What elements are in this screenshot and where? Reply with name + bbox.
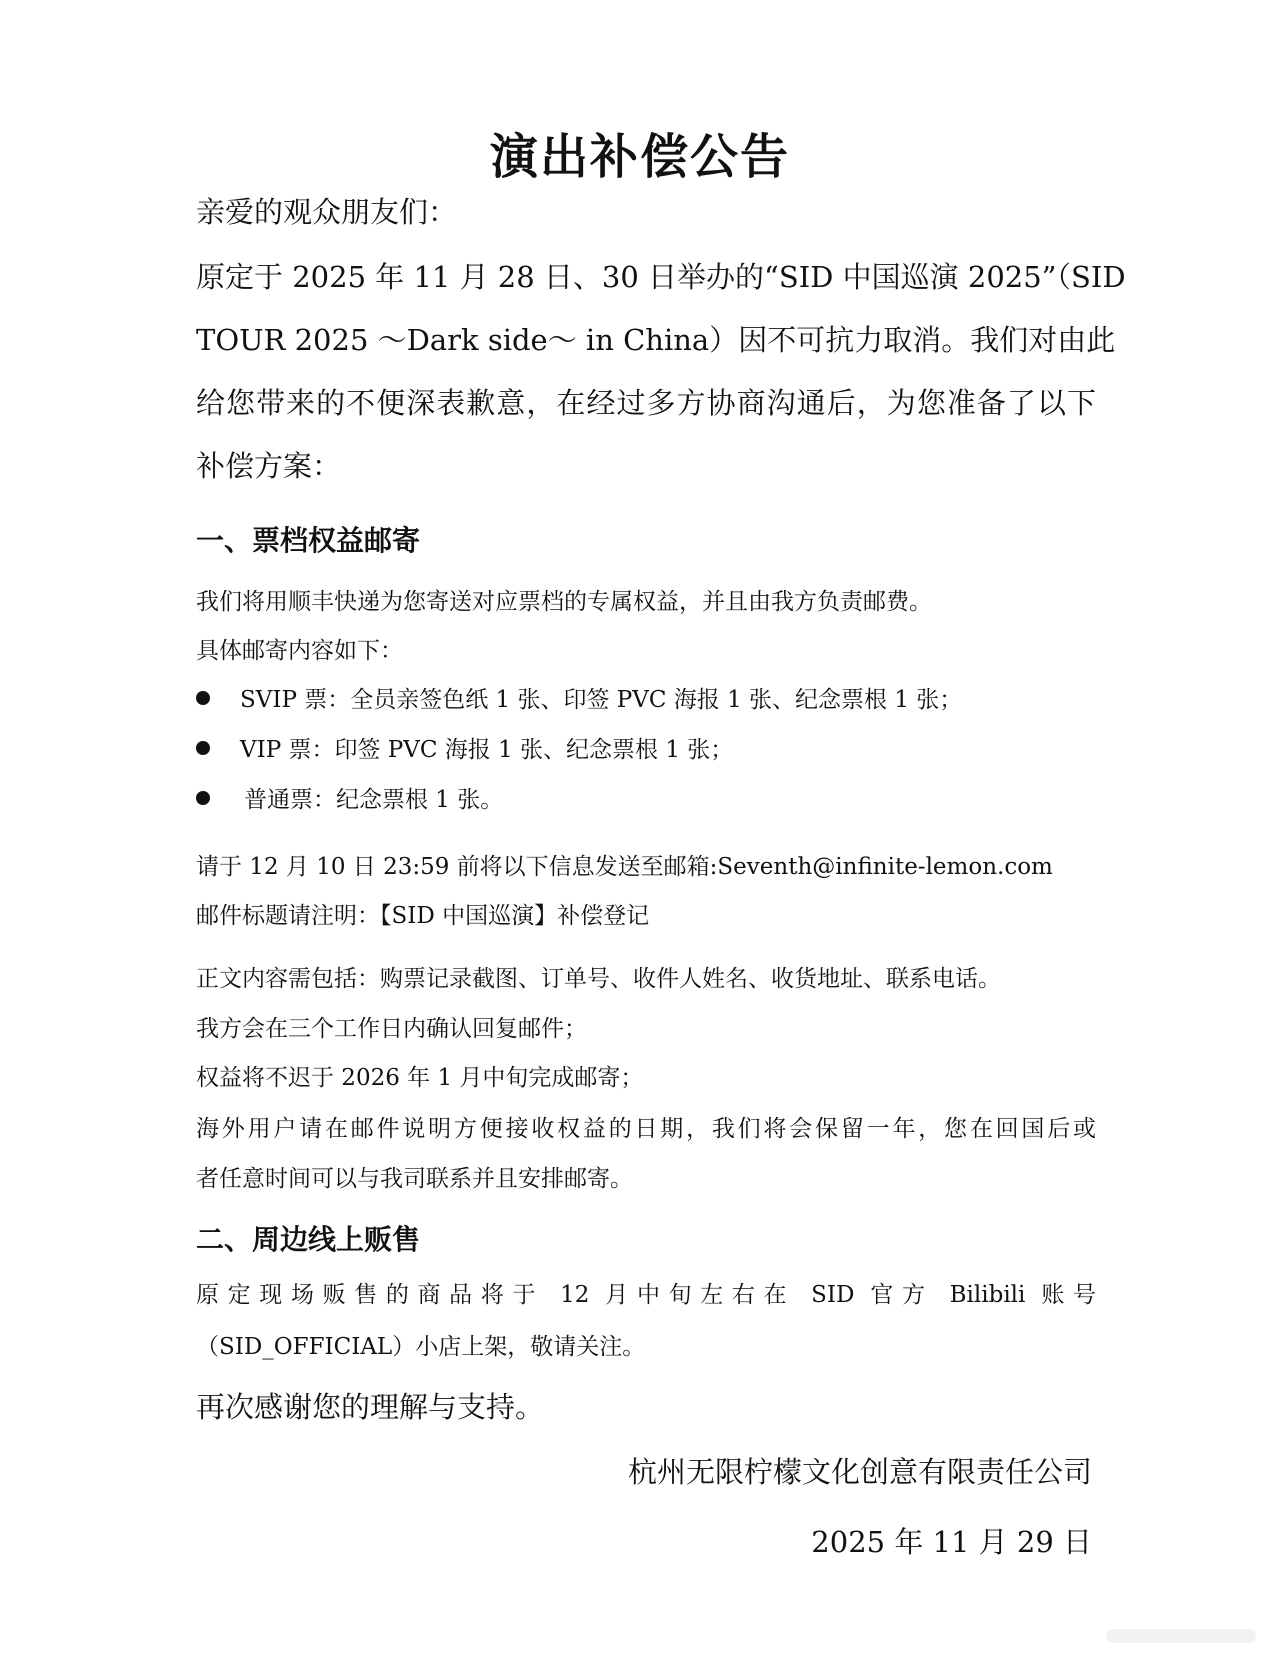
instruction-shipping: 权益将不迟于 2026 年 1 月中旬完成邮寄； bbox=[196, 1065, 644, 1091]
section1-intro: 我们将用顺丰快递为您寄送对应票档的专属权益，并且由我方负责邮费。 bbox=[196, 589, 932, 615]
bullet-vip: VIP 票：印签 PVC 海报 1 张、纪念票根 1 张； bbox=[240, 737, 734, 763]
section1-heading: 一、票档权益邮寄 bbox=[196, 524, 421, 557]
instruction-subject: 邮件标题请注明：【SID 中国巡演】补偿登记 bbox=[196, 903, 650, 929]
intro-line-2: TOUR 2025 ～Dark side～ in China）因不可抗力取消。我们对由此 bbox=[196, 323, 1116, 357]
section2-line-2: （SID_OFFICIAL）小店上架，敬请关注。 bbox=[196, 1334, 646, 1360]
intro-line-1: 原定于 2025 年 11 月 28 日、30 日举办的“SID 中国巡演 2025”（SID bbox=[196, 260, 1126, 294]
bullet-svip: SVIP 票：全员亲签色纸 1 张、印签 PVC 海报 1 张、纪念票根 1 张； bbox=[240, 687, 963, 713]
instruction-overseas-2: 者任意时间可以与我司联系并且安排邮寄。 bbox=[196, 1166, 633, 1192]
section2-line-1: 原定现场贩售的商品将于 12 月中旬左右在 SID 官方 Bilibili 账号 bbox=[196, 1282, 1096, 1308]
instruction-reply: 我方会在三个工作日内确认回复邮件； bbox=[196, 1016, 587, 1042]
closing-line: 再次感谢您的理解与支持。 bbox=[196, 1390, 545, 1424]
signature-date: 2025 年 11 月 29 日 bbox=[811, 1525, 1092, 1559]
signature-company: 杭州无限柠檬文化创意有限责任公司 bbox=[627, 1455, 1092, 1489]
instruction-overseas-1: 海外用户请在邮件说明方便接收权益的日期，我们将会保留一年，您在回国后或 bbox=[196, 1116, 1096, 1142]
section1-list-label: 具体邮寄内容如下： bbox=[196, 638, 403, 664]
bullet-icon bbox=[196, 791, 210, 805]
instruction-email: 请于 12 月 10 日 23:59 前将以下信息发送至邮箱:Seventh@infinite-lemon.com bbox=[196, 854, 1053, 880]
intro-line-3: 给您带来的不便深表歉意，在经过多方协商沟通后，为您准备了以下 bbox=[196, 386, 1096, 420]
instruction-content: 正文内容需包括：购票记录截图、订单号、收件人姓名、收货地址、联系电话。 bbox=[196, 966, 1001, 992]
greeting: 亲爱的观众朋友们： bbox=[196, 195, 458, 229]
section2-heading: 二、周边线上贩售 bbox=[196, 1223, 421, 1256]
document-title: 演出补偿公告 bbox=[489, 129, 790, 185]
intro-line-4: 补偿方案： bbox=[196, 449, 342, 483]
bullet-icon bbox=[196, 741, 210, 755]
watermark-icon bbox=[1106, 1621, 1256, 1651]
bullet-regular: 普通票：纪念票根 1 张。 bbox=[244, 787, 504, 813]
bullet-icon bbox=[196, 691, 210, 705]
